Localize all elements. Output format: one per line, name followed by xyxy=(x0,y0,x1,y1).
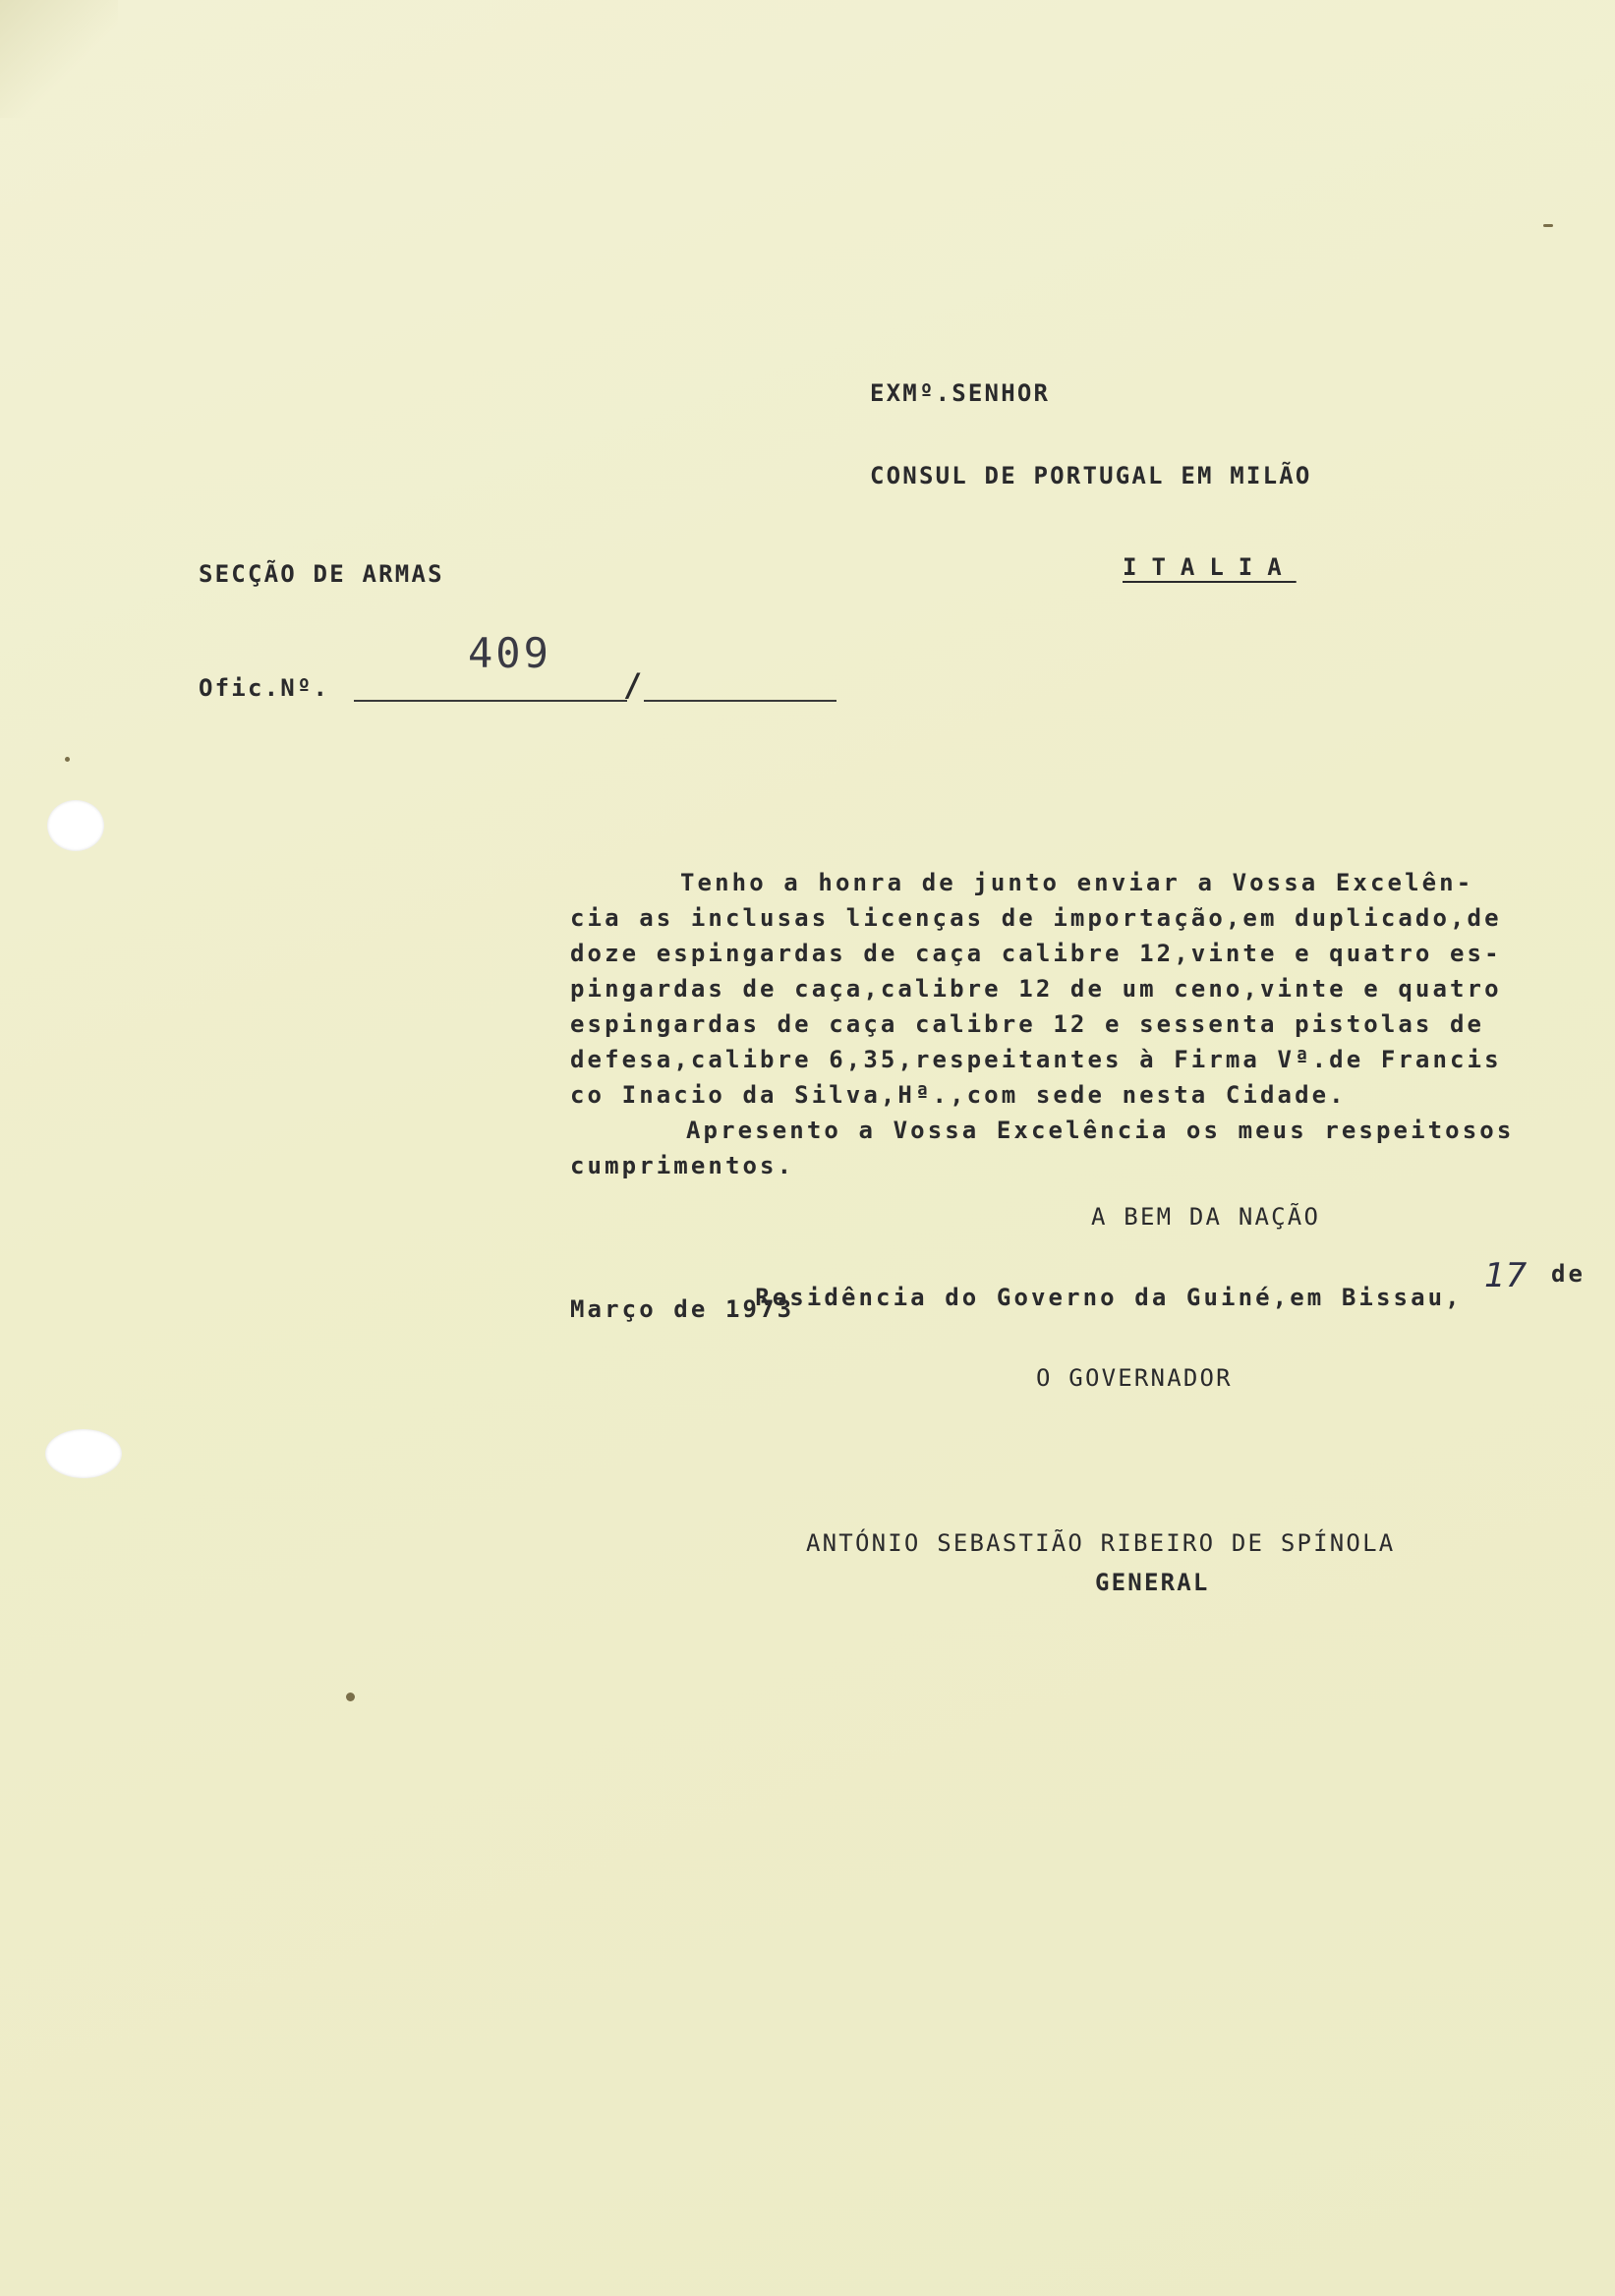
ink-speck xyxy=(1543,224,1553,227)
signer-name: ANTÓNIO SEBASTIÃO RIBEIRO DE SPÍNOLA xyxy=(806,1529,1396,1557)
addressee-title: CONSUL DE PORTUGAL EM MILÃO xyxy=(870,462,1312,489)
office-number-slash: / xyxy=(623,666,643,704)
ink-speck xyxy=(346,1693,355,1701)
ink-speck xyxy=(65,757,70,762)
office-number-underline xyxy=(354,700,627,702)
punch-hole-top xyxy=(47,800,104,851)
office-year-underline xyxy=(644,700,836,702)
addressee-country: ITALIA xyxy=(1123,553,1297,581)
body-line: doze espingardas de caça calibre 12,vinte e quatro es- xyxy=(570,940,1502,967)
punch-hole-bottom xyxy=(45,1429,122,1478)
body-line: co Inacio da Silva,Hª.,com sede nesta Cidade. xyxy=(570,1081,1347,1109)
body-line: cumprimentos. xyxy=(570,1152,795,1179)
body-line: espingardas de caça calibre 12 e sessenta pistolas de xyxy=(570,1010,1485,1038)
signer-rank: GENERAL xyxy=(1095,1569,1210,1596)
office-number: 409 xyxy=(468,629,551,677)
handwritten-day: 17 xyxy=(1484,1256,1528,1295)
body-line: Apresento a Vossa Excelência os meus respeitosos xyxy=(686,1117,1515,1144)
signer-role: O GOVERNADOR xyxy=(1036,1364,1233,1392)
closing-motto: A BEM DA NAÇÃO xyxy=(1091,1203,1321,1231)
body-line: Tenho a honra de junto enviar a Vossa Excelên- xyxy=(680,869,1474,896)
date-line: Março de 1973 xyxy=(570,1295,795,1323)
folded-corner xyxy=(0,0,118,118)
place-date-line xyxy=(686,1262,1463,1333)
body-line: defesa,calibre 6,35,respeitantes à Firma Vª.de Francis xyxy=(570,1046,1502,1073)
place-date-end: de xyxy=(1551,1260,1586,1288)
body-line: pingardas de caça,calibre 12 de um ceno,vinte e quatro xyxy=(570,975,1502,1003)
body-line: cia as inclusas licenças de importação,em duplicado,de xyxy=(570,904,1502,932)
section-heading: SECÇÃO DE ARMAS xyxy=(199,560,444,588)
place-text: Residência do Governo da Guiné,em Bissau, xyxy=(755,1284,1463,1311)
office-number-label: Ofic.Nº. xyxy=(199,674,330,702)
addressee-salutation: EXMº.SENHOR xyxy=(870,379,1051,407)
